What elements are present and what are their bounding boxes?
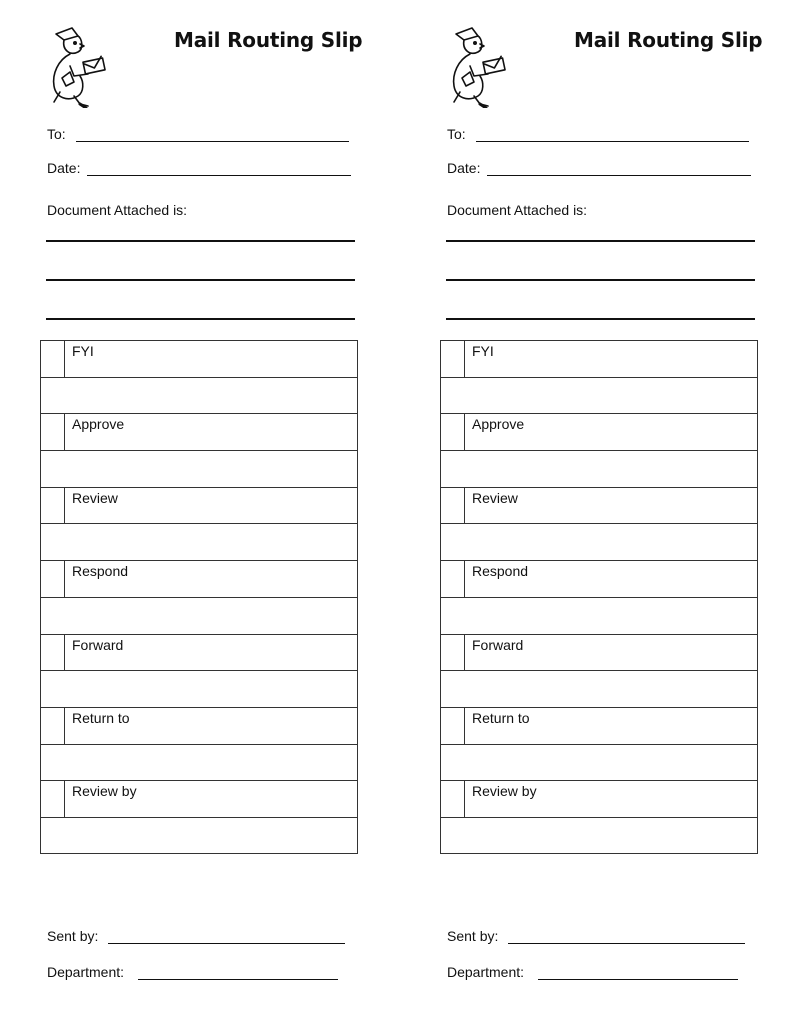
note-row[interactable] — [41, 378, 357, 415]
option-row — [41, 781, 357, 818]
option-label: Respond — [472, 563, 529, 580]
option-label: Review — [72, 489, 118, 506]
option-checkbox[interactable] — [41, 781, 65, 817]
option-label: Forward — [72, 636, 124, 653]
note-row[interactable] — [441, 671, 757, 708]
sent-by-label: Sent by: — [447, 928, 499, 944]
document-line[interactable] — [46, 318, 355, 320]
option-row — [441, 781, 757, 818]
option-row — [441, 561, 757, 598]
note-row[interactable] — [41, 818, 357, 855]
document-line[interactable] — [46, 279, 355, 281]
option-row — [441, 708, 757, 745]
routing-options-table — [40, 340, 358, 854]
to-label: To: — [47, 126, 66, 142]
document-attached-label: Document Attached is: — [447, 202, 588, 218]
option-checkbox[interactable] — [441, 635, 465, 671]
option-row — [41, 341, 357, 378]
option-checkbox[interactable] — [41, 708, 65, 744]
department-field[interactable] — [538, 979, 738, 980]
date-field[interactable] — [487, 175, 751, 176]
option-row — [41, 708, 357, 745]
option-checkbox[interactable] — [441, 488, 465, 524]
option-checkbox[interactable] — [41, 635, 65, 671]
note-row[interactable] — [41, 451, 357, 488]
option-label: FYI — [472, 343, 494, 359]
option-label: Forward — [472, 636, 524, 653]
mail-carrier-icon — [444, 26, 518, 108]
date-field[interactable] — [87, 175, 351, 176]
sent-by-field[interactable] — [108, 943, 345, 944]
document-attached-label: Document Attached is: — [47, 202, 188, 218]
option-checkbox[interactable] — [441, 414, 465, 450]
option-label: FYI — [72, 343, 94, 359]
option-label: Review by — [72, 783, 137, 800]
option-row — [41, 488, 357, 525]
date-label: Date: — [447, 160, 481, 176]
routing-slip-right — [400, 0, 800, 1035]
note-row[interactable] — [441, 525, 757, 562]
option-row — [41, 561, 357, 598]
slip-title: Mail Routing Slip — [174, 28, 363, 52]
note-row[interactable] — [41, 598, 357, 635]
slip-title: Mail Routing Slip — [574, 28, 763, 52]
option-label: Review by — [472, 783, 537, 800]
note-row[interactable] — [441, 451, 757, 488]
option-label: Respond — [72, 563, 129, 580]
option-checkbox[interactable] — [41, 341, 65, 377]
option-label: Approve — [472, 416, 525, 433]
option-label: Review — [472, 489, 518, 506]
department-field[interactable] — [138, 979, 338, 980]
option-checkbox[interactable] — [441, 341, 465, 377]
option-checkbox[interactable] — [441, 708, 465, 744]
option-checkbox[interactable] — [41, 561, 65, 597]
document-line[interactable] — [46, 240, 355, 242]
date-label: Date: — [47, 160, 81, 176]
department-label: Department: — [447, 964, 525, 980]
option-row — [441, 341, 757, 378]
option-checkbox[interactable] — [41, 414, 65, 450]
option-row — [441, 488, 757, 525]
routing-options-table — [440, 340, 758, 854]
note-row[interactable] — [441, 818, 757, 855]
option-row — [441, 414, 757, 451]
note-row[interactable] — [441, 745, 757, 782]
option-checkbox[interactable] — [441, 781, 465, 817]
to-field[interactable] — [76, 141, 349, 142]
option-label: Approve — [72, 416, 125, 433]
department-label: Department: — [47, 964, 125, 980]
sent-by-label: Sent by: — [47, 928, 99, 944]
to-field[interactable] — [476, 141, 749, 142]
mail-carrier-icon — [44, 26, 118, 108]
option-label: Return to — [472, 710, 530, 726]
option-row — [41, 635, 357, 672]
note-row[interactable] — [441, 378, 757, 415]
option-label: Return to — [72, 710, 130, 726]
document-line[interactable] — [446, 240, 755, 242]
option-row — [41, 414, 357, 451]
option-checkbox[interactable] — [441, 561, 465, 597]
note-row[interactable] — [441, 598, 757, 635]
document-line[interactable] — [446, 318, 755, 320]
note-row[interactable] — [41, 745, 357, 782]
note-row[interactable] — [41, 671, 357, 708]
option-checkbox[interactable] — [41, 488, 65, 524]
option-row — [441, 635, 757, 672]
to-label: To: — [447, 126, 466, 142]
sent-by-field[interactable] — [508, 943, 745, 944]
note-row[interactable] — [41, 525, 357, 562]
document-line[interactable] — [446, 279, 755, 281]
